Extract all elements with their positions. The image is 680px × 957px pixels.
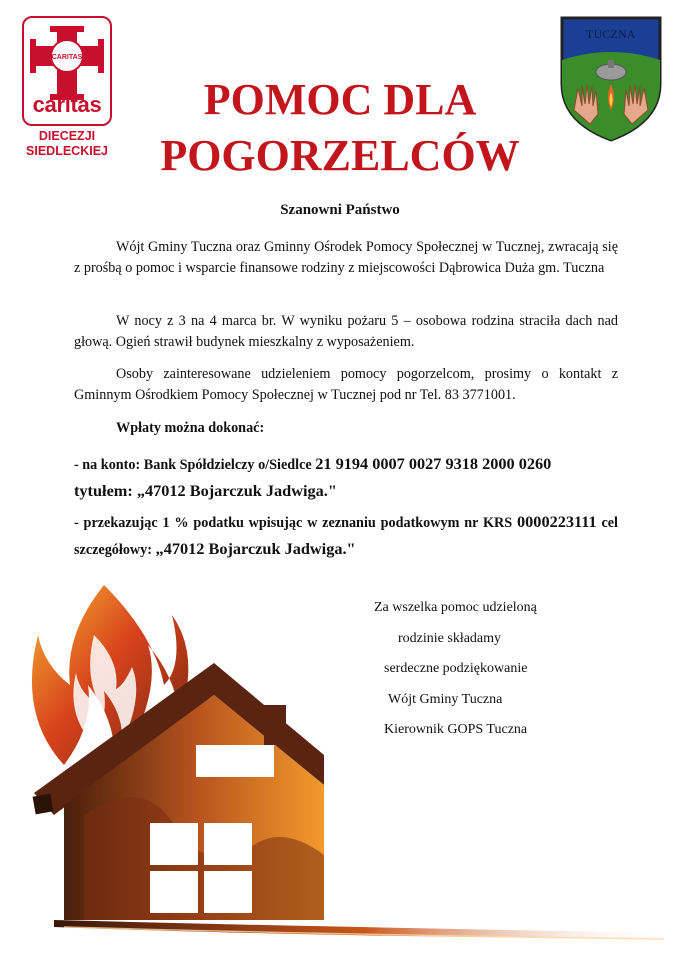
closing-line-2: rodzinie składamy (398, 630, 502, 646)
caritas-logo (22, 16, 112, 126)
closing-line-5: Kierownik GOPS Tuczna (384, 722, 528, 737)
account-title: „47012 Bojarczuk Jadwiga." (136, 481, 337, 500)
krs-number: 0000223111 (517, 512, 597, 531)
crest-label: TUCZNA (586, 29, 636, 41)
account-title-label: tytułem: (74, 481, 137, 500)
greeting: Szanowni Państwo (280, 202, 400, 218)
closing-line-4: Wójt Gminy Tuczna (388, 691, 503, 707)
caritas-logo-block (22, 16, 120, 159)
closing-line-3: serdeczne podziękowanie (384, 661, 528, 676)
paragraph-contact: Osoby zainteresowane udzieleniem pomocy pogorzelcom, prosimy o kontakt z Gminnym Ośrodkiem Pomocy Społecznej w Tucznej pod nr Tel. 83 3771001. (74, 366, 618, 403)
paragraph-appeal: Wójt Gminy Tuczna oraz Gminny Ośrodek Pomocy Społecznej w Tucznej, zwracają się z prośbą o pomoc i wsparcie finansowe rodziny z miejscowości Dąbrowica Duża gm. Tuczna (74, 239, 618, 276)
paragraph-payments-heading: Wpłaty można dokonać: (116, 420, 265, 436)
tax-mid: cel szczegółowy: (74, 515, 618, 558)
page-title (140, 72, 540, 184)
payment-tax (74, 509, 618, 563)
payment-account (74, 451, 618, 505)
tax-prefix: - przekazując 1 % podatku wpisując w zeznaniu podatkowym nr KRS (74, 515, 518, 531)
title-line1: POMOC DLA (203, 75, 477, 124)
caritas-medallion-text: CARITAS (51, 54, 83, 61)
account-prefix: - na konto: Bank Spółdzielczy o/Siedlce (74, 457, 316, 473)
caritas-subtitle (22, 129, 112, 159)
tax-title: „47012 Bojarczuk Jadwiga." (155, 539, 356, 558)
caritas-word: caritas (32, 92, 102, 117)
paragraph-fire: W nocy z 3 na 4 marca br. W wyniku pożaru 5 – osobowa rodzina straciła dach nad głową. Ogień strawił budynek mieszkalny z wyposażeniem. (74, 313, 618, 350)
caritas-sub-line2: SIEDLECKIEJ (26, 144, 108, 158)
closing-block (340, 598, 610, 751)
account-number: 21 9194 0007 0027 9318 2000 0260 (315, 454, 552, 473)
closing-line-1: Za wszelka pomoc udzieloną (374, 600, 537, 615)
title-line2: POGORZELCÓW (160, 131, 520, 180)
tuczna-crest (558, 14, 664, 142)
caritas-sub-line1: DIECEZJI (38, 129, 96, 143)
